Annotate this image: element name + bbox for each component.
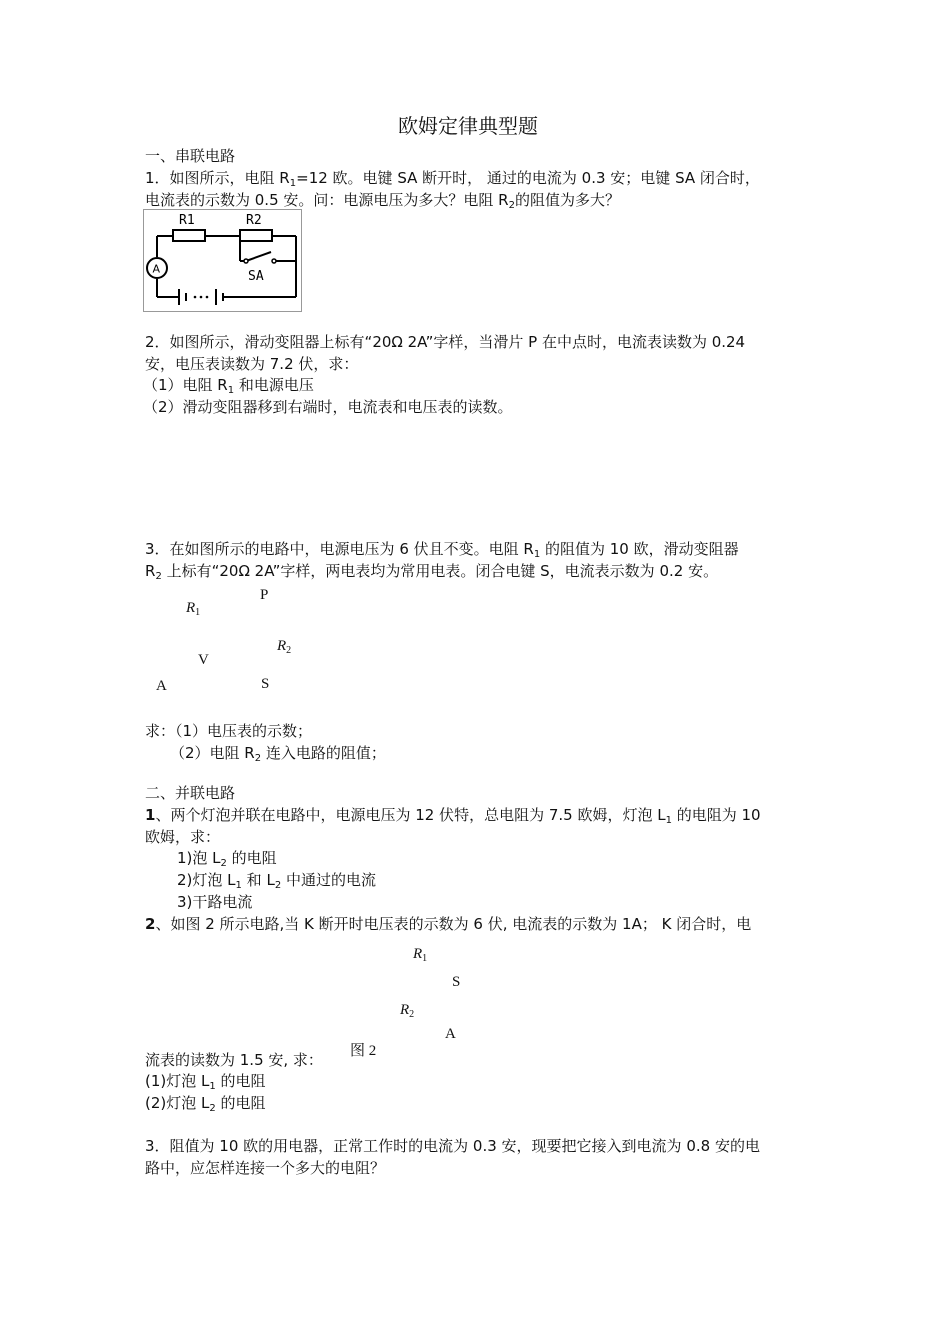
s1-q2-line2: 安，电压表读数为 7.2 伏，求： — [145, 355, 359, 373]
s2-q1-line1: 1、两个灯泡并联在电路中，电源电压为 12 伏特，总电阻为 7.5 欧姆，灯泡 $L_1$ 的电阻为 10 — [145, 806, 761, 826]
fig2-label-r1: $R_1$ — [413, 946, 428, 964]
s2-q1-s1: 1)泡 $L_2$ 的电阻 — [177, 849, 277, 869]
fig3-label-v: V — [198, 652, 209, 668]
label-r2: R2 — [246, 213, 262, 228]
fig2-label-s: S — [452, 974, 461, 990]
s1-q1-line1: 1．如图所示，电阻 $R_1=12$ 欧。电键 SA 断开时， 通过的电流为 0.3 安；电键 SA 闭合时， — [145, 169, 760, 189]
s1-q3-ask2: （2）电阻 $R_2$ 连入电路的阻值； — [170, 744, 386, 764]
s2-q2-line2: 流表的读数为 1.5 安, 求： — [145, 1051, 323, 1069]
label-ammeter: A — [152, 262, 161, 276]
s1-q3-line2: $R_2$ 上标有“20Ω 2A”字样，两电表均为常用电表。闭合电键 S，电流表示数为 0.2 安。 — [145, 562, 719, 582]
s2-q2-line1: 2、如图 2 所示电路,当 K 断开时电压表的示数为 6 伏, 电流表的示数为 1A； K 闭合时，电 — [145, 915, 752, 933]
fig2-label-a: A — [445, 1026, 456, 1042]
fig2-caption: 图 2 — [350, 1043, 377, 1059]
s2-q2-s2: (2)灯泡 $L_2$ 的电阻 — [145, 1094, 266, 1114]
s1-q3-line1: 3．在如图所示的电路中，电源电压为 6 伏且不变。电阻 $R_1$ 的阻值为 10 欧，滑动变阻器 — [145, 540, 739, 560]
fig3-label-s: S — [261, 676, 270, 692]
s2-q3-line1: 3．阻值为 10 欧的用电器，正常工作时的电流为 0.3 安，现要把它接入到电流为 0.8 安的电 — [145, 1137, 760, 1155]
page-title: 欧姆定律典型题 — [398, 114, 538, 138]
label-sa: SA — [248, 269, 264, 284]
s2-q1-s3: 3)干路电流 — [177, 893, 253, 911]
fig3-label-a: A — [156, 678, 167, 694]
section-heading-parallel: 二、并联电路 — [145, 784, 236, 802]
section-heading-series: 一、串联电路 — [145, 147, 236, 165]
s1-q2-sub2: （2）滑动变阻器移到右端时，电流表和电压表的读数。 — [143, 398, 513, 416]
s2-q2-s1: (1)灯泡 $L_1$ 的电阻 — [145, 1072, 266, 1092]
s2-q3-line2: 路中，应怎样连接一个多大的电阻？ — [145, 1159, 386, 1177]
label-r1: R1 — [179, 213, 195, 228]
s1-q2-sub1: （1）电阻 $R_1$ 和电源电压 — [143, 376, 314, 396]
s1-q1-line2: 电流表的示数为 0.5 安。问：电源电压为多大？电阻 $R_2$的阻值为多大？ — [145, 191, 620, 211]
fig3-label-p: P — [260, 587, 269, 603]
s2-q1-line2: 欧姆，求： — [145, 828, 221, 846]
circuit-diagram-q1 — [143, 209, 302, 312]
fig3-label-r2: $R_2$ — [277, 638, 292, 656]
fig3-label-r1: $R_1$ — [186, 600, 201, 618]
s1-q2-line1: 2．如图所示，滑动变阻器上标有“20Ω 2A”字样，当滑片 P 在中点时，电流表读数为 0.24 — [145, 333, 746, 351]
s2-q1-s2: 2)灯泡 $L_1$ 和 $L_2$ 中通过的电流 — [177, 871, 376, 891]
s1-q3-ask1: 求：（1）电压表的示数； — [145, 722, 313, 740]
fig2-label-r2: $R_2$ — [400, 1002, 415, 1020]
